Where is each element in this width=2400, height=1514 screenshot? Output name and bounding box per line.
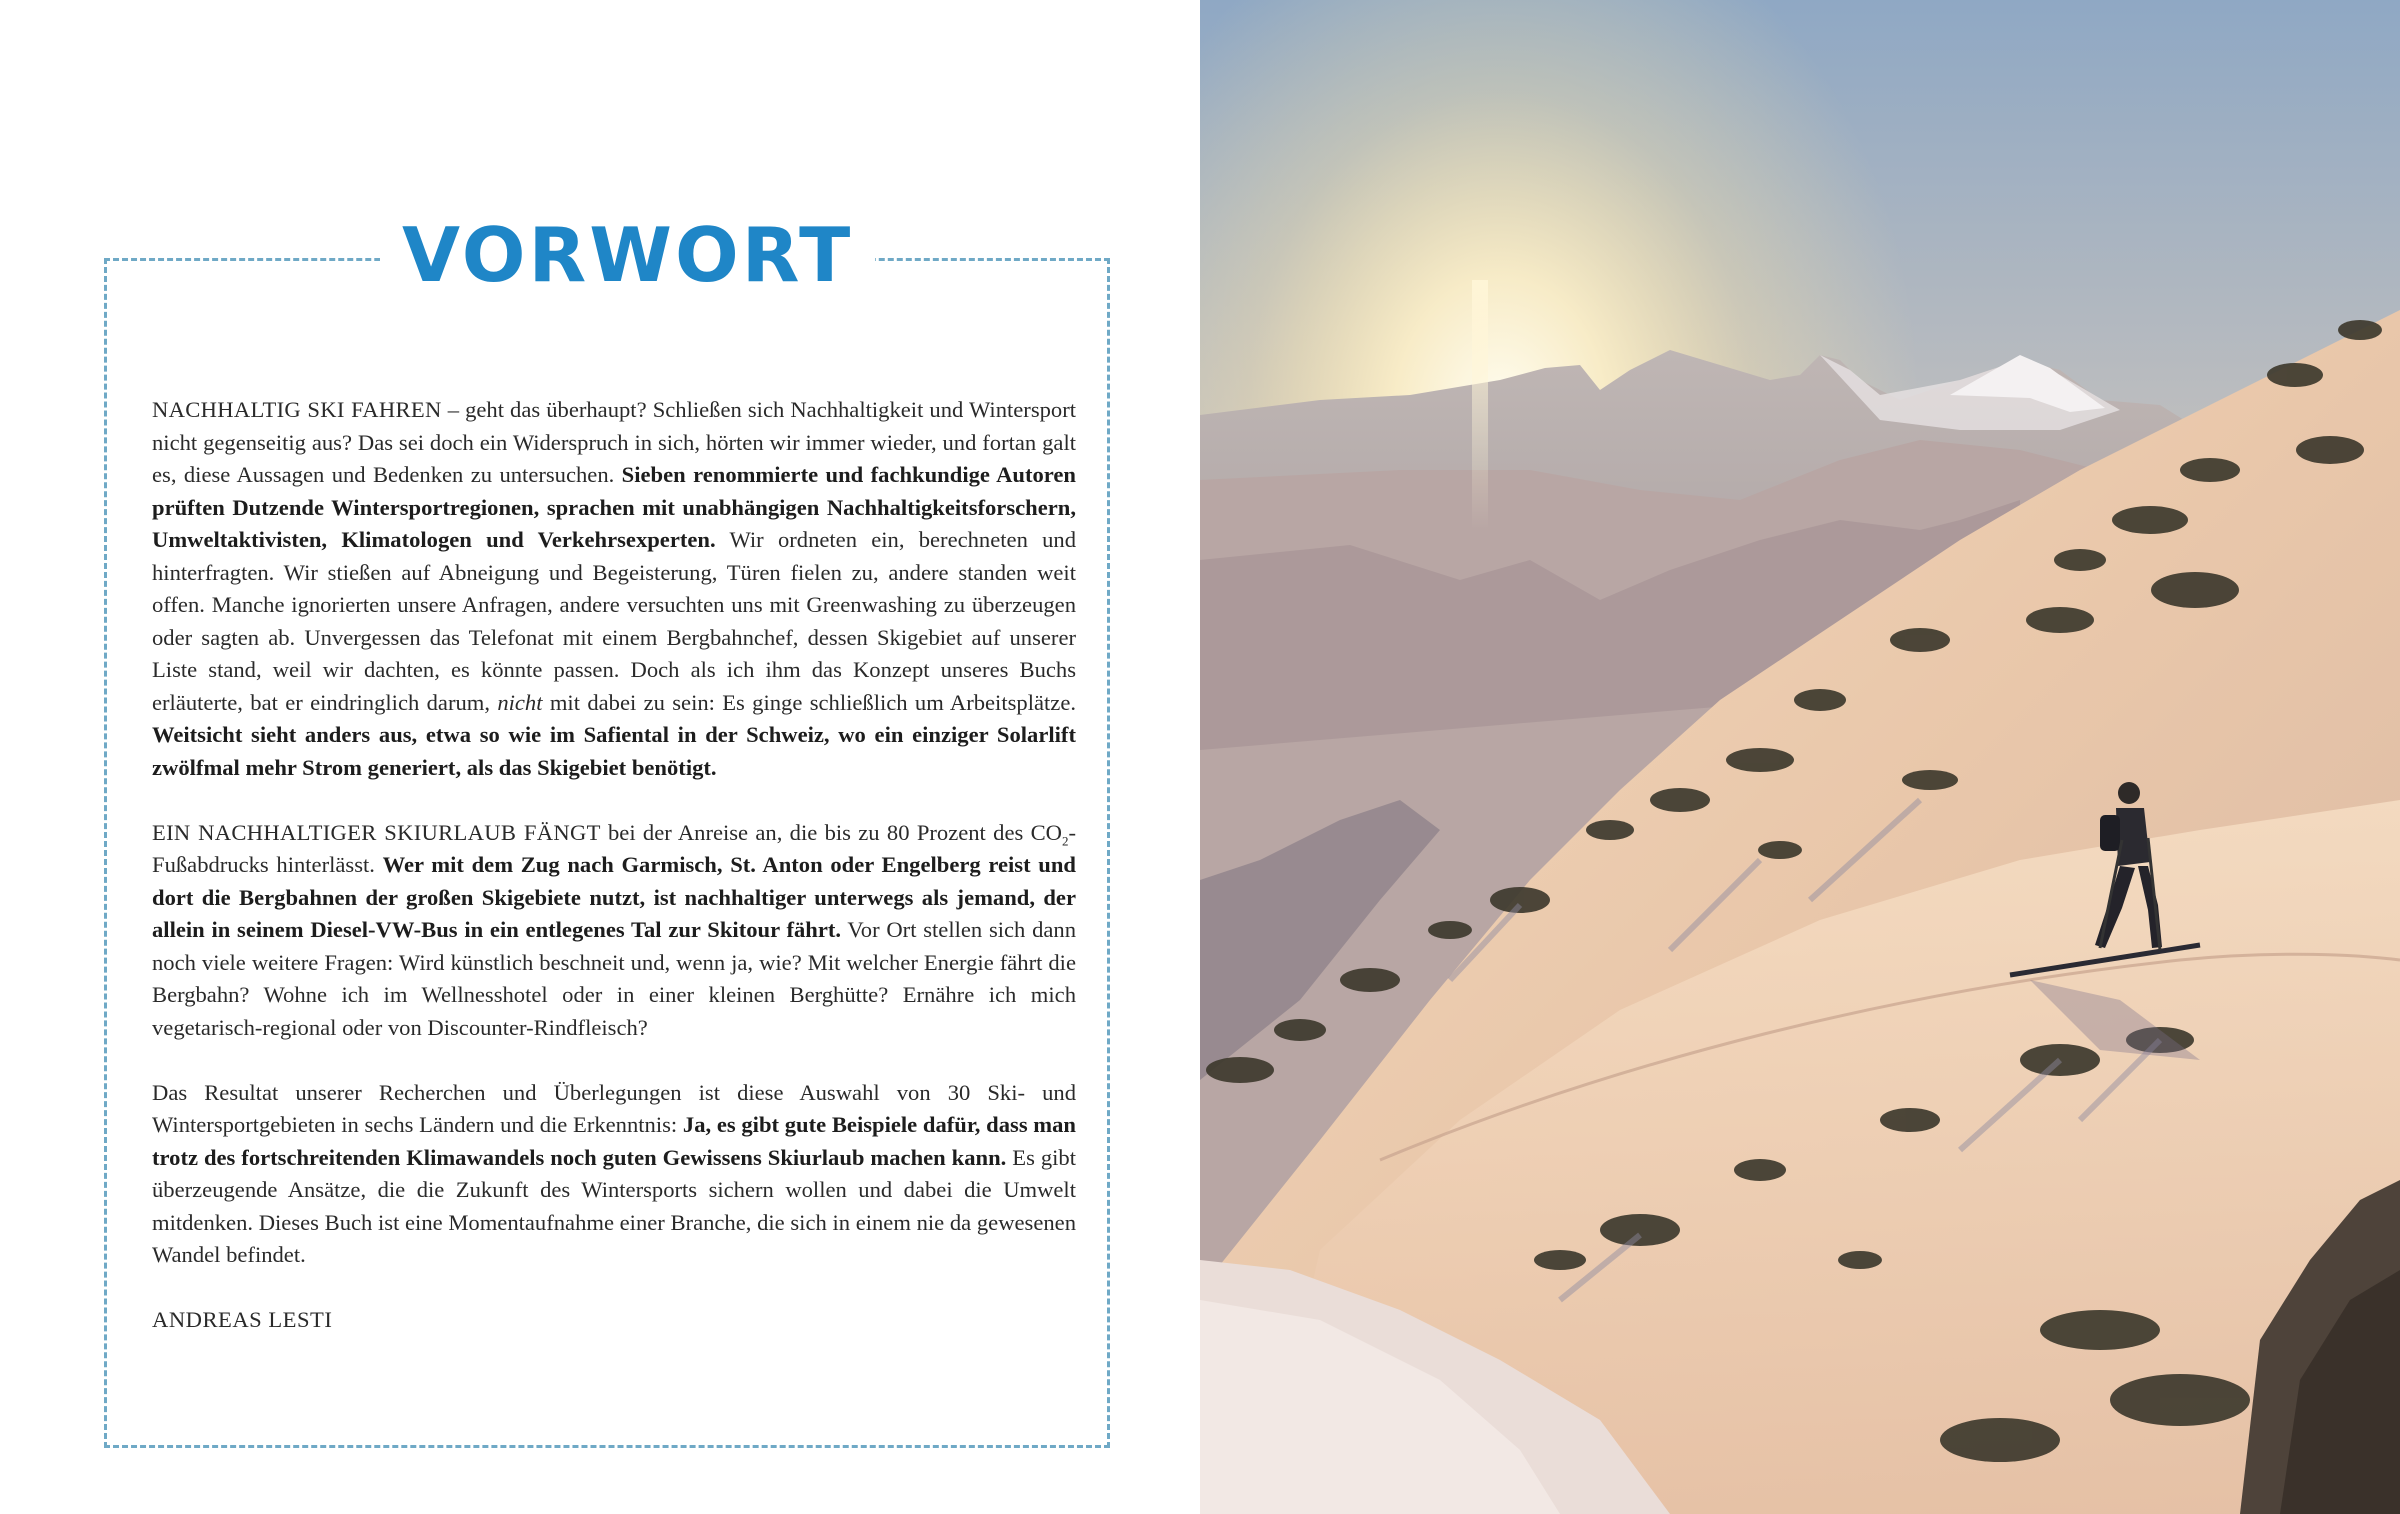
paragraph-3-bold-1: Ja, es gibt gute Beispiele dafür, dass man trotz des fortschreitenden Klimawandels noch guten Gewissens Skiurlaub machen kann.: [152, 1112, 1076, 1170]
paragraph-1-bold-1: Sieben renommierte und fachkundige Autoren prüften Dutzende Wintersportregionen, sprachen mit unabhängigen Nachhaltigkeitsforschern, Umweltaktivisten, Klimatologen und Verkehrsexperten.: [152, 462, 1076, 552]
ski-touring-photo: [1200, 0, 2400, 1514]
right-page-photo: [1200, 0, 2400, 1514]
paragraph-2-bold-1: Wer mit dem Zug nach Garmisch, St. Anton oder Engelberg reist und dort die Bergbahnen der großen Skigebiete nutzt, ist nachhaltiger unterwegs als jemand, der allein in seinem Diesel-VW-Bus in ein entlegenes Tal zur Skitour fährt.: [152, 852, 1076, 942]
co2-subscript: 2: [1061, 833, 1069, 849]
paragraph-2-text-1: bei der Anreise an, die bis zu 80 Prozent des CO: [600, 819, 1062, 845]
paragraph-1-lead: NACHHALTIG SKI FAHREN: [152, 397, 442, 422]
paragraph-2-lead: EIN NACHHALTIGER SKIURLAUB FÄNGT: [152, 819, 601, 845]
page-title: VORWORT: [380, 205, 875, 305]
paragraph-3-text-2: Es gibt überzeugende Ansätze, die die Zukunft des Wintersports sichern wollen und dabei die Umwelt mitdenken. Dieses Buch ist eine Momentaufnahme einer Branche, die sich in einem nie da gewesenen Wandel befindet.: [152, 1144, 1076, 1267]
paragraph-1-italic: nicht: [497, 689, 543, 715]
paragraph-2: [152, 817, 1076, 1045]
paragraph-1-text-1: – geht das überhaupt? Schließen sich Nachhaltigkeit und Wintersport nicht gegenseitig aus? Das sei doch ein Widerspruch in sich, hörten wir immer wieder, und fortan galt es, diese Aussagen und Bedenken zu untersuchen.: [152, 397, 1077, 487]
paragraph-3: [152, 1077, 1076, 1272]
paragraph-3-text-1: Das Resultat unserer Recherchen und Überlegungen ist diese Auswahl von 30 Ski- und Wintersportgebieten in sechs Ländern und die Erkenntnis:: [152, 1079, 1076, 1137]
paragraph-1-bold-2: Weitsicht sieht anders aus, etwa so wie im Safiental in der Schweiz, wo ein einziger Solarlift zwölfmal mehr Strom generiert, als das Skigebiet benötigt.: [152, 722, 1076, 780]
paragraph-1-text-3: mit dabei zu sein: Es ginge schließlich um Arbeitsplätze.: [542, 689, 1076, 715]
author-name: ANDREAS LESTI: [152, 1307, 333, 1332]
paragraph-2-text-2: -Fußabdrucks hinterlässt.: [152, 819, 1076, 877]
foreword-text: [152, 394, 1076, 1369]
paragraph-2-text-3: Vor Ort stellen sich dann noch viele weitere Fragen: Wird künstlich beschneit und, wenn ja, wie? Mit welcher Energie fährt die Bergbahn? Wohne ich im Wellnesshotel oder in einer kleinen Berghütte? Ernähre ich mich vegetarisch-regional oder von Discounter-Rindfleisch?: [152, 917, 1077, 1040]
paragraph-1: [152, 394, 1076, 784]
paragraph-1-text-2: Wir ordneten ein, berechneten und hinterfragten. Wir stießen auf Abneigung und Begeisterung, Türen fielen zu, andere standen weit offen. Manche ignorierten unsere Anfragen, andere versuchten uns mit Greenwashing zu überzeugen oder sagten ab. Unvergessen das Telefonat mit einem Bergbahnchef, dessen Skigebiet auf unserer Liste stand, weil wir dachten, es könnte passen. Doch als ich ihm das Konzept unseres Buchs erläuterte, bat er eindringlich darum,: [152, 527, 1077, 715]
